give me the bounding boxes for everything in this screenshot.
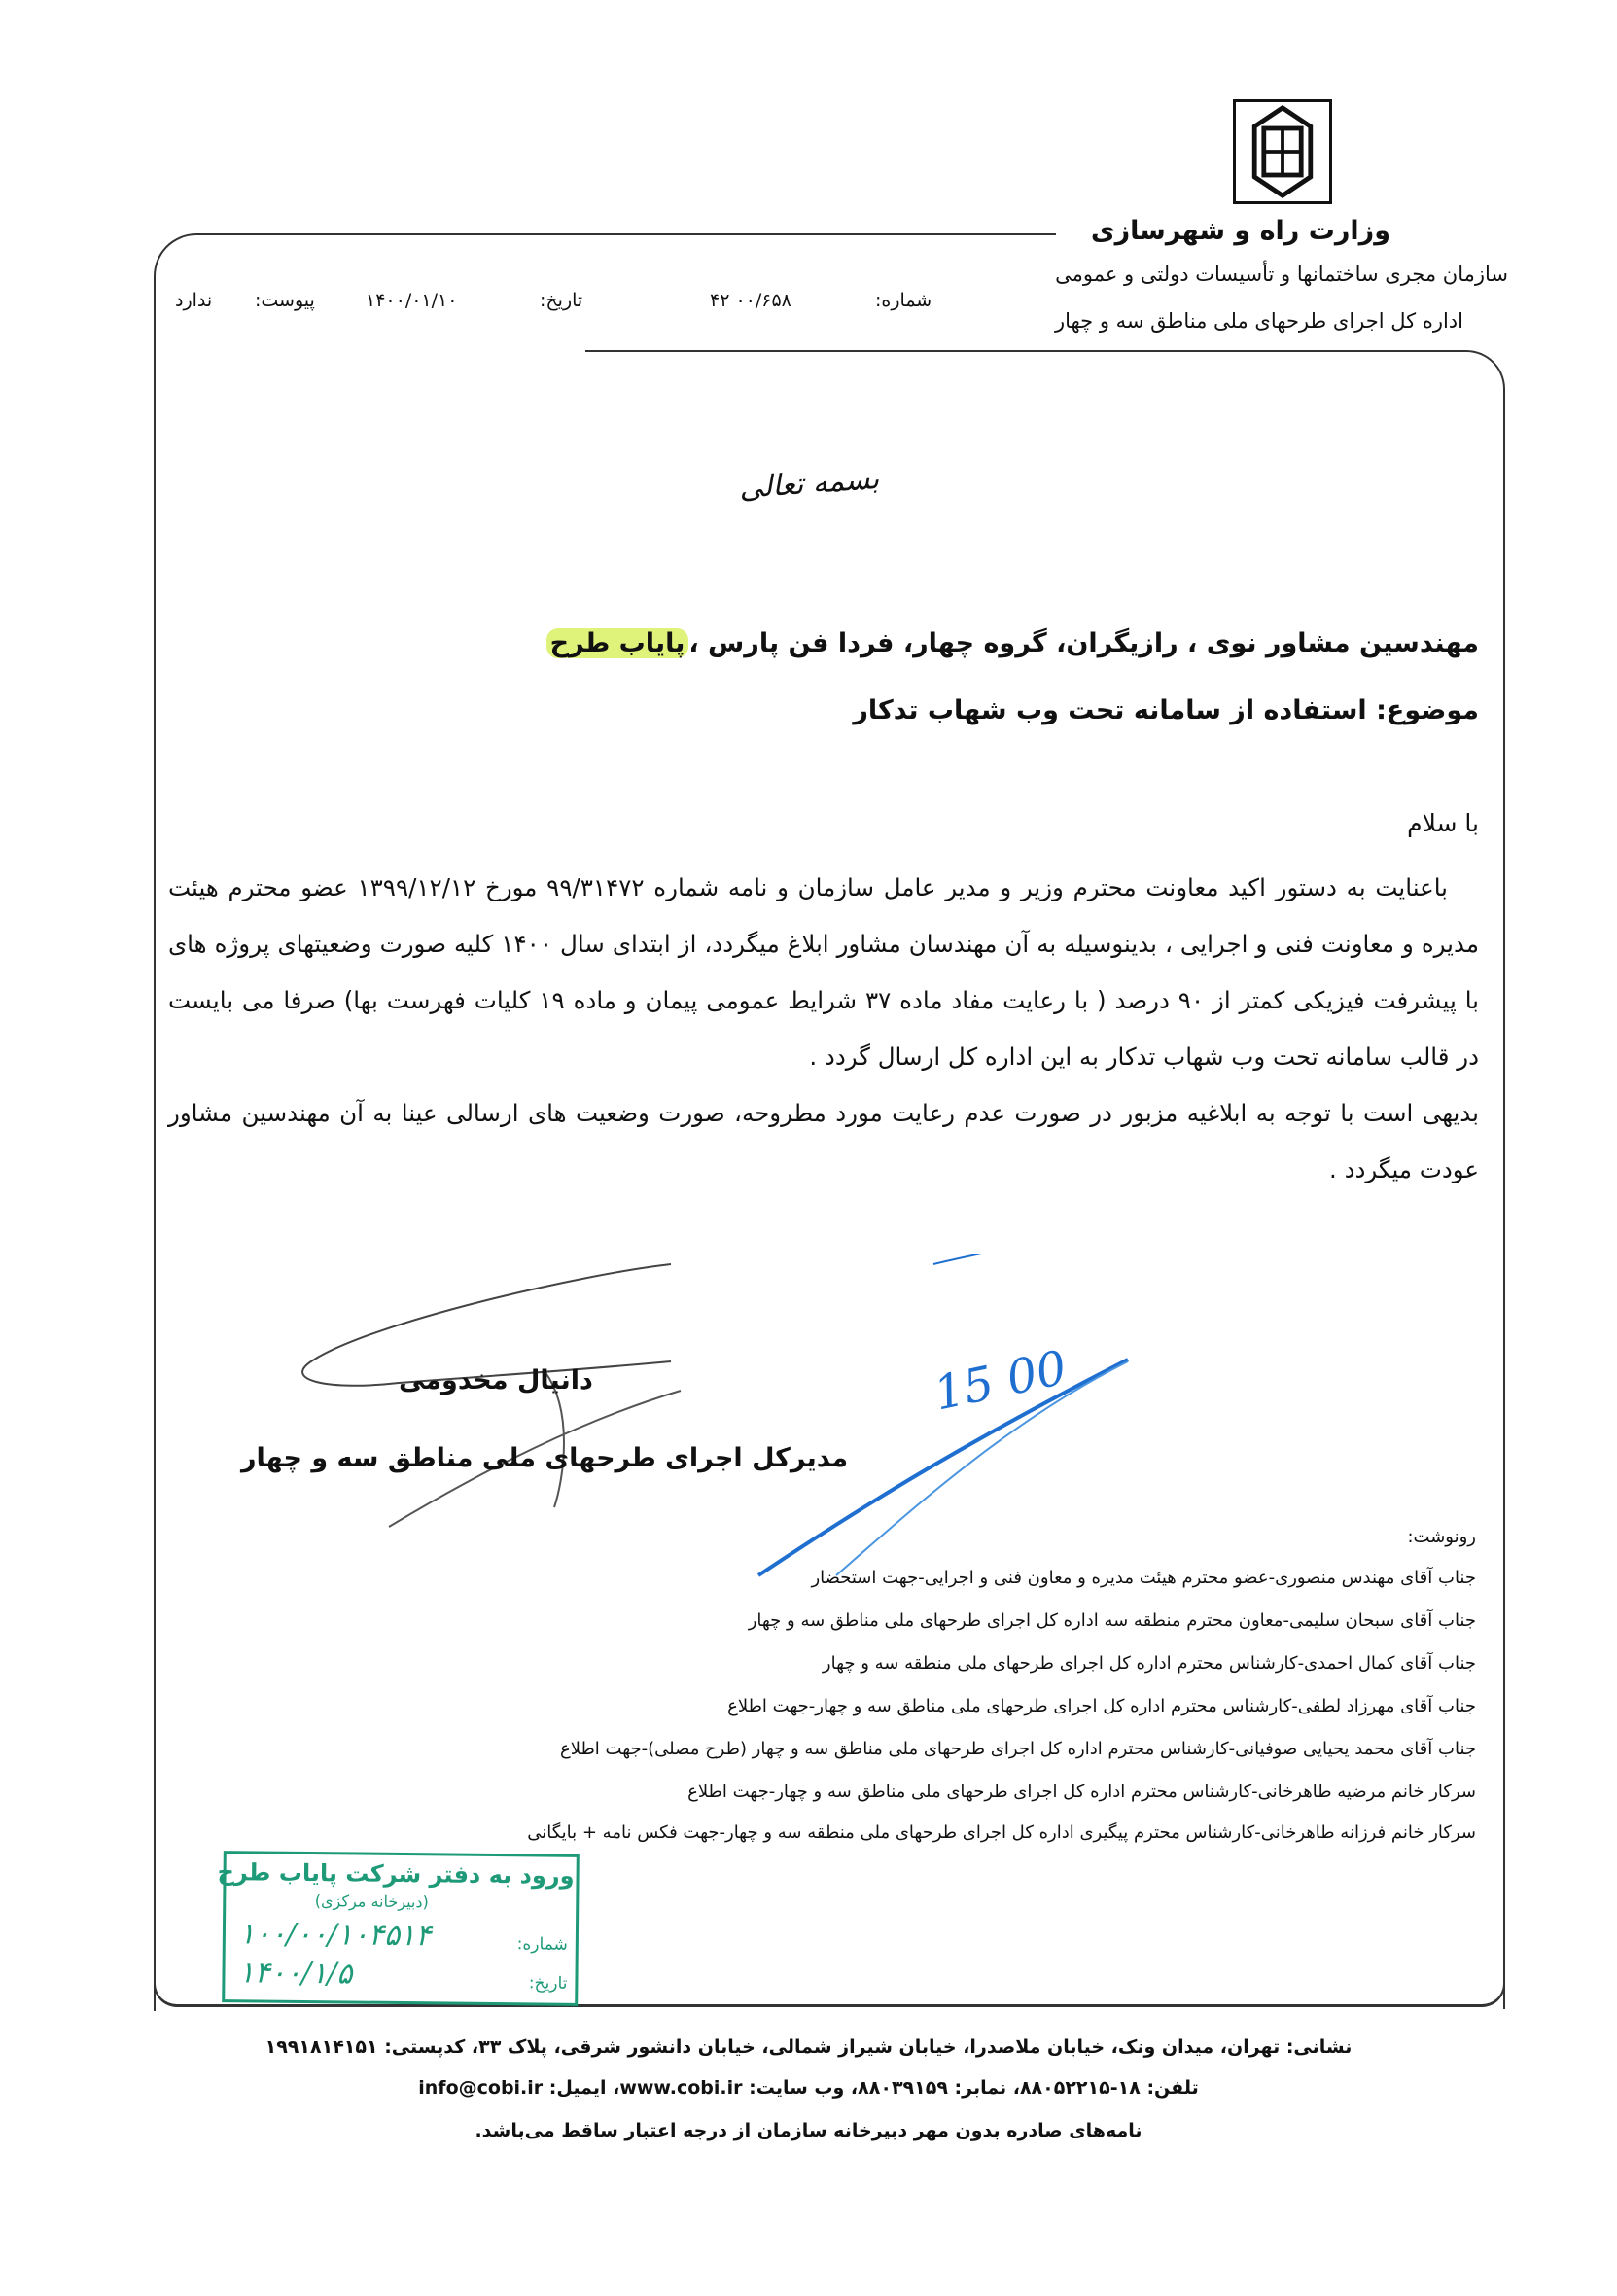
cc-item: جناب آقای محمد یحیایی صوفیانی-کارشناس محترم اداره کل اجرای طرحهای ملی مناطق سه و چهار (طرح مصلی)-جهت اطلاع bbox=[559, 1739, 1476, 1759]
cc-item: سرکار خانم فرزانه طاهرخانی-کارشناس محترم پیگیری اداره کل اجرای طرحهای ملی منطقه سه و چهار-جهت فکس نامه + بایگانی bbox=[527, 1822, 1476, 1843]
ministry-name: وزارت راه و شهرسازی bbox=[1090, 216, 1390, 246]
attachment-value: ندارد bbox=[175, 290, 213, 311]
subject-line: موضوع: استفاده از سامانه تحت وب شهاب تدکار bbox=[853, 695, 1479, 725]
stamp-date-value: ۱۴۰۰/۱/۵ bbox=[238, 1956, 353, 1992]
letter-body bbox=[168, 860, 1479, 1317]
recipients bbox=[546, 628, 1479, 658]
recipient-highlighted: پایاب طرح bbox=[546, 628, 689, 658]
paragraph-2: بدیهی است با توجه به ابلاغیه مزبور در صورت عدم رعایت مورد مطروحه، صورت وضعیت های ارسالی عینا به آن مهندسین مشاور عودت میگردد . bbox=[168, 1099, 1479, 1183]
greeting: با سلام bbox=[1407, 809, 1479, 837]
department-name: اداره کل اجرای طرحهای ملی مناطق سه و چهار bbox=[1054, 309, 1463, 333]
stamp-subtitle: (دبیرخانه مرکزی) bbox=[314, 1891, 429, 1912]
logo-emblem-icon bbox=[1236, 102, 1329, 201]
ministry-logo bbox=[1233, 99, 1332, 204]
basmala: بسمه تعالی bbox=[737, 462, 881, 506]
recipients-main: مهندسین مشاور نوی ، رازیگران، گروه چهار، فردا فن پارس ، bbox=[688, 628, 1479, 658]
number-label: شماره: bbox=[875, 290, 932, 311]
cc-item: سرکار خانم مرضیه طاهرخانی-کارشناس محترم اداره کل اجرای طرحهای ملی مناطق سه و چهار-جهت اطلاع bbox=[687, 1782, 1476, 1802]
cc-heading: رونوشت: bbox=[1407, 1527, 1476, 1547]
handwritten-note: 15 00 bbox=[929, 1340, 1072, 1422]
number-value: ۴۲ ۰۰/۶۵۸ bbox=[710, 290, 791, 311]
cc-item: جناب آقای مهرزاد لطفی-کارشناس محترم اداره کل اجرای طرحهای ملی مناطق سه و چهار-جهت اطلاع bbox=[727, 1696, 1476, 1716]
footer-contact: تلفن: ۱۸-۸۸۰۵۲۲۱۵، نمابر: ۸۸۰۳۹۱۵۹، وب سایت: www.cobi.ir، ایمیل: info@cobi.ir bbox=[418, 2077, 1199, 2099]
stamp-number-label: شماره: bbox=[516, 1934, 568, 1955]
stamp-title: ورود به دفتر شرکت پایاب طرح bbox=[217, 1858, 575, 1890]
stamp-number-value: ۱۰۰/۰۰/۱۰۴۵۱۴ bbox=[238, 1917, 432, 1954]
organization-name: سازمان مجری ساختمانها و تأسیسات دولتی و عمومی bbox=[1055, 263, 1508, 286]
signature-scribble-icon bbox=[292, 1254, 1167, 1585]
signatory-title: مدیرکل اجرای طرحهای ملی مناطق سه و چهار bbox=[241, 1443, 849, 1473]
receipt-stamp bbox=[217, 1851, 580, 2006]
attachment-label: پیوست: bbox=[255, 290, 315, 311]
cc-item: جناب آقای مهندس منصوری-عضو محترم هیئت مدیره و معاون فنی و اجرایی-جهت استحضار bbox=[811, 1568, 1476, 1588]
cc-item: جناب آقای سبحان سلیمی-معاون محترم منطقه سه اداره کل اجرای طرحهای ملی مناطق سه و چهار bbox=[748, 1610, 1476, 1631]
paragraph-1: باعنایت به دستور اکید معاونت محترم وزیر و مدیر عامل سازمان و نامه شماره ۹۹/۳۱۴۷۲ مورخ ۱۳۹۹/۱۲/۱۲ عضو محترم هیئت مدیره و معاونت فنی و اجرایی ، بدینوسیله به آن مهندسان مشاور ابلاغ میگردد، از ابتدای سال ۱۴۰۰ کلیه صورت وضعیتهای پروژه های با پیشرفت فیزیکی کمتر از ۹۰ درصد ( با رعایت مفاد ماده ۳۷ شرایط عمومی پیمان و ماده ۱۹ کلیات فهرست بها) صرفا می بایست در قالب سامانه تحت وب شهاب تدکار به این اداره کل ارسال گردد . bbox=[168, 873, 1479, 1071]
stamp-date-label: تاریخ: bbox=[528, 1973, 568, 1994]
date-label: تاریخ: bbox=[540, 290, 583, 311]
footer-notice: نامه‌های صادره بدون مهر دبیرخانه سازمان از درجه اعتبار ساقط می‌باشد. bbox=[475, 2120, 1142, 2141]
signatory-name: دانیال مخدومی bbox=[399, 1365, 593, 1395]
date-value: ۱۴۰۰/۰۱/۱۰ bbox=[366, 290, 458, 311]
footer-address: نشانی: تهران، میدان ونک، خیابان ملاصدرا، خیابان شیراز شمالی، خیابان دانشور شرقی، پلاک ۳۳، کدپستی: ۱۹۹۱۸۱۴۱۵۱ bbox=[264, 2036, 1353, 2058]
cc-item: جناب آقای کمال احمدی-کارشناس محترم اداره کل اجرای طرحهای ملی منطقه سه و چهار bbox=[822, 1653, 1476, 1674]
